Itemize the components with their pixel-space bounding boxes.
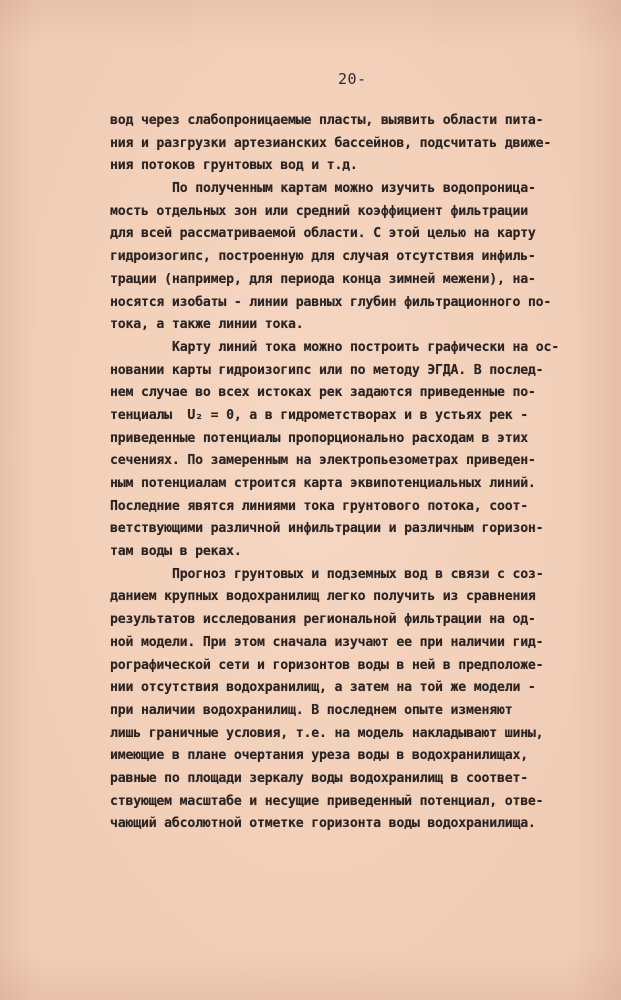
paragraph <box>110 564 610 836</box>
text-line: новании карты гидроизогипс или по методу ЭГДА. В послед- <box>110 362 544 378</box>
text-line: Карту линий тока можно построить графически на ос- <box>172 339 559 355</box>
text-line: По полученным картам можно изучить водопроница- <box>172 181 536 197</box>
text-line: ветствующими различной инфильтрации и различным горизон- <box>110 521 544 537</box>
paragraph <box>110 110 610 178</box>
text-line: результатов исследования региональной фильтрации на од- <box>110 612 536 628</box>
text-line: данием крупных водохранилищ легко получить из сравнения <box>110 589 536 605</box>
page-number: 20- <box>338 70 367 88</box>
text-line: при наличии водохранилищ. В последнем опыте изменяют <box>110 702 513 718</box>
text-line: рографической сети и горизонтов воды в ней в предположе- <box>110 657 544 673</box>
text-line: вод через слабопроницаемые пласты, выявить области пита- <box>110 113 544 128</box>
text-line: равные по площади зеркалу воды водохранилищ в соответ- <box>110 770 528 786</box>
text-line: тенциалы U₂ = 0, а в гидрометстворах и в устьях рек - <box>110 407 528 423</box>
text-line: тока, а также линии тока. <box>110 317 304 333</box>
text-line: Прогноз грунтовых и подземных вод в связи с соз- <box>172 566 544 582</box>
text-line: там воды в реках. <box>110 544 242 560</box>
text-line: трации (например, для периода конца зимней межени), на- <box>110 271 536 287</box>
text-line: Последние явятся линиями тока грунтового потока, соот- <box>110 498 528 514</box>
text-line: ния потоков грунтовых вод и т.д. <box>110 158 358 174</box>
text-line: ным потенциалам строится карта эквипотенциальных линий. <box>110 476 536 491</box>
body-text <box>110 110 610 836</box>
text-line: носятся изобаты - линии равных глубин фильтрационного по- <box>110 294 552 310</box>
text-line: имеющие в плане очертания уреза воды в водохранилищах, <box>110 748 528 764</box>
text-line: ной модели. При этом сначала изучают ее при наличии гид- <box>110 634 544 650</box>
text-line: ствующем масштабе и несущие приведенный потенциал, отве- <box>110 793 544 809</box>
text-line: нем случае во всех истоках рек задаются приведенные по- <box>110 385 536 401</box>
text-line: лишь граничные условия, т.е. на модель накладывают шины, <box>110 725 544 741</box>
text-line: ния и разгрузки артезианских бассейнов, подсчитать движе- <box>110 135 552 151</box>
text-line: приведенные потенциалы пропорционально расходам в этих <box>110 430 528 446</box>
text-line: сечениях. По замеренным на электропьезометрах приведен- <box>110 453 536 469</box>
text-line: гидроизогипс, построенную для случая отсутствия инфиль- <box>110 249 536 265</box>
paragraph <box>110 178 610 337</box>
text-line: мость отдельных зон или средний коэффициент фильтрации <box>110 203 528 219</box>
text-line: для всей рассматриваемой области. С этой целью на карту <box>110 226 536 242</box>
text-line: нии отсутствия водохранилищ, а затем на той же модели - <box>110 680 536 696</box>
paragraph <box>110 337 610 564</box>
text-line: чающий абсолютной отметке горизонта воды водохранилища. <box>110 816 536 832</box>
